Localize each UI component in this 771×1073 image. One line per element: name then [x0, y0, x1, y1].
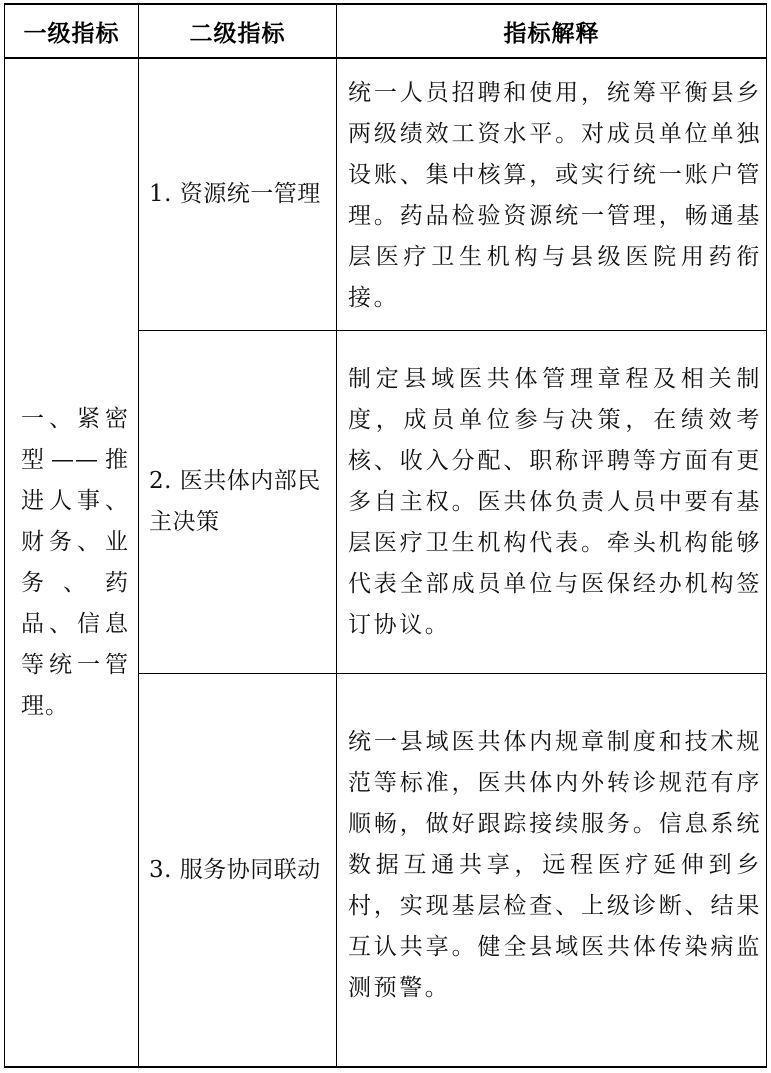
- table-right-border: [766, 3, 767, 1068]
- explanation-cell-3: [337, 674, 766, 1066]
- explanation-text-1: 统一人员招聘和使用，统筹平衡县乡两级绩效工资水平。对成员单位单独设账、集中核算，或实行统一账户管理。药品检验资源统一管理，畅通基层医疗卫生机构与县级医院用药衔接。: [348, 80, 762, 311]
- explanation-text-3: 统一县域医共体内规章制度和技术规范等标准，医共体内外转诊规范有序顺畅，做好跟踪接续服务。信息系统数据互通共享，远程医疗延伸到乡村，实现基层检查、上级诊断、结果互认共享。健全县域医共体传染病监测预警。: [348, 729, 762, 1001]
- explanation-text-2: 制定县域医共体管理章程及相关制度，成员单位参与决策，在绩效考核、收入分配、职称评聘等方面有更多自主权。医共体负责人员中要有基层医疗卫生机构代表。牵头机构能够代表全部成员单位与医保经办机构签订协议。: [348, 366, 762, 638]
- level2-text-1: 1. 资源统一管理: [149, 181, 321, 207]
- header-level2: 二级指标: [189, 20, 286, 47]
- explanation-cell-1: [337, 59, 766, 330]
- level1-cell: [5, 59, 138, 1066]
- header-explanation: 指标解释: [503, 20, 600, 47]
- level1-indicator-text: 一、紧密型——推进人事、财务、业务、药品、信息等统一管理。: [21, 405, 129, 719]
- explanation-cell-2: [337, 331, 766, 673]
- level2-cell-3: [139, 674, 336, 1066]
- level2-cell-2: [139, 331, 336, 673]
- header-level1: 一级指标: [23, 20, 120, 47]
- level2-text-2: 2. 医共体内部民主决策: [149, 468, 321, 535]
- level2-cell-1: [139, 59, 336, 330]
- level2-text-3: 3. 服务协同联动: [149, 856, 321, 883]
- table-bottom-border: [4, 1066, 767, 1068]
